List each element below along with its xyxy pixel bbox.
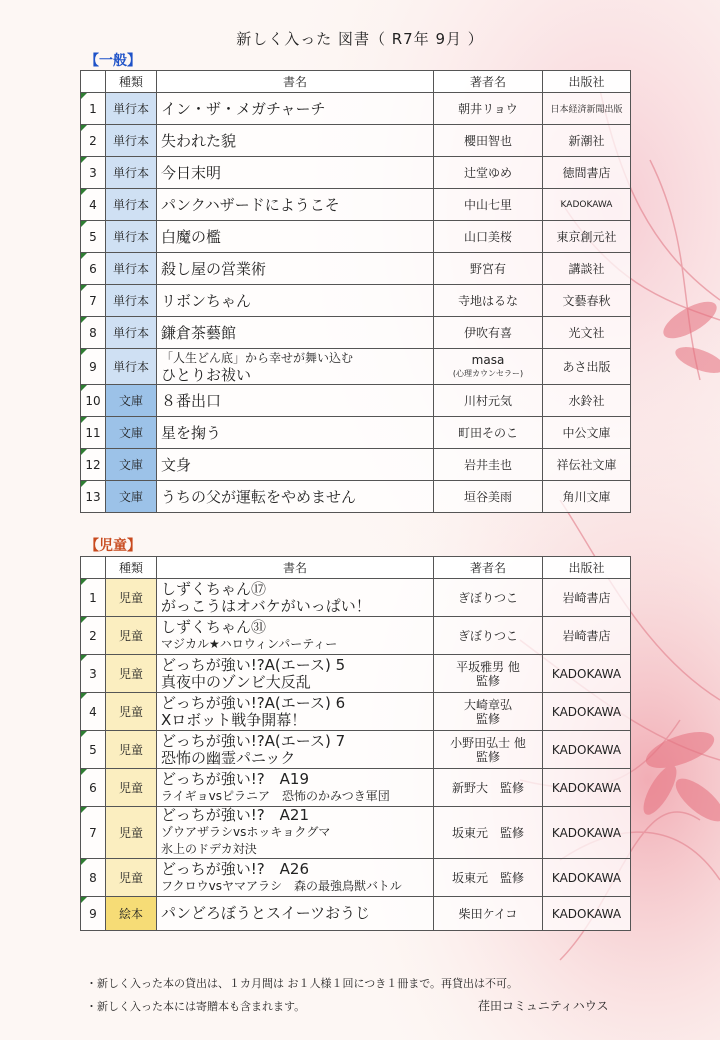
- row-number: 8: [81, 317, 106, 349]
- row-number: 9: [81, 897, 106, 931]
- book-title: [157, 317, 434, 349]
- general-section-label: 【一般】: [85, 53, 141, 69]
- book-title-line1: 「人生どん底」から幸せが舞い込む: [161, 350, 354, 365]
- book-kind: 単行本: [106, 253, 157, 285]
- book-title: [157, 731, 434, 769]
- author-name: [434, 93, 543, 125]
- publisher-name: 新潮社: [543, 125, 631, 157]
- publisher-name: 祥伝社文庫: [543, 449, 631, 481]
- table-row: [81, 93, 631, 125]
- table-row: [81, 655, 631, 693]
- author-name: [434, 617, 543, 655]
- row-number: 4: [81, 189, 106, 221]
- book-kind: 単行本: [106, 93, 157, 125]
- header-publisher: 出版社: [543, 71, 631, 93]
- book-title-line1: リボンちゃん: [161, 292, 252, 310]
- book-kind: 単行本: [106, 189, 157, 221]
- book-title: [157, 417, 434, 449]
- book-title-line2: 真夜中のゾンビ大反乱: [161, 672, 311, 691]
- book-title-line1: どっちが強い!?A(エース) 7: [161, 731, 346, 750]
- book-title: [157, 385, 434, 417]
- row-number: 3: [81, 157, 106, 189]
- table-row: [81, 481, 631, 513]
- author-main: 寺地はるな: [457, 293, 518, 308]
- book-kind: 文庫: [106, 449, 157, 481]
- book-title: [157, 693, 434, 731]
- book-title-line1: 殺し屋の営業術: [161, 260, 267, 278]
- header-book: 書名: [157, 71, 434, 93]
- book-title-line1: 今日末明: [161, 164, 222, 182]
- book-title-line2: ライギョvsピラニア 恐怖のかみつき軍団: [161, 788, 390, 803]
- publisher-name: 岩崎書店: [543, 579, 631, 617]
- header-publisher: 出版社: [543, 557, 631, 579]
- row-number: 2: [81, 617, 106, 655]
- author-name: [434, 655, 543, 693]
- row-number: 5: [81, 731, 106, 769]
- author-main: 中山七里: [463, 197, 512, 212]
- table-row: [81, 897, 631, 931]
- book-title-line1: しずくちゃん⑰: [161, 579, 267, 598]
- book-title: [157, 349, 434, 385]
- author-name: [434, 449, 543, 481]
- children-section-label: 【児童】: [85, 538, 141, 554]
- publisher-name: 講談社: [543, 253, 631, 285]
- row-number: 1: [81, 93, 106, 125]
- publisher-name: あさ出版: [543, 349, 631, 385]
- book-title: [157, 807, 434, 859]
- book-title: [157, 221, 434, 253]
- book-title: [157, 897, 434, 931]
- publisher-name: 角川文庫: [543, 481, 631, 513]
- book-kind: 文庫: [106, 385, 157, 417]
- table-row: [81, 807, 631, 859]
- author-name: [434, 285, 543, 317]
- book-title-line1: 失われた貌: [161, 132, 237, 150]
- publisher-name: KADOKAWA: [543, 693, 631, 731]
- author-role: 監修: [475, 673, 500, 688]
- book-kind: 児童: [106, 859, 157, 897]
- author-main: 山口美桜: [463, 229, 512, 244]
- row-number: 1: [81, 579, 106, 617]
- book-kind: 単行本: [106, 125, 157, 157]
- table-row: [81, 385, 631, 417]
- book-title-line1: ８番出口: [161, 392, 222, 410]
- table-row: [81, 189, 631, 221]
- book-title-line1: しずくちゃん㉛: [161, 617, 267, 636]
- author-main: masa: [471, 352, 505, 367]
- book-kind: 単行本: [106, 317, 157, 349]
- author-role: 監修: [475, 749, 500, 764]
- author-main: 朝井リョウ: [458, 101, 518, 116]
- book-title-line1: 文身: [161, 456, 192, 474]
- header-kind: 種類: [106, 557, 157, 579]
- row-number: 3: [81, 655, 106, 693]
- table-row: [81, 285, 631, 317]
- author-name: [434, 807, 543, 859]
- note-donations: ・新しく入った本には寄贈本も含まれます。: [86, 1000, 306, 1013]
- book-title-line1: どっちが強い!?A(エース) 5: [161, 655, 346, 674]
- book-title: [157, 93, 434, 125]
- book-title: [157, 189, 434, 221]
- publisher-name: KADOKAWA: [543, 655, 631, 693]
- row-number: 7: [81, 285, 106, 317]
- book-title: [157, 769, 434, 807]
- header-author: 著者名: [434, 71, 543, 93]
- author-main: 平坂雅男 他: [456, 659, 520, 674]
- author-main: 柴田ケイコ: [458, 906, 518, 921]
- book-kind: 単行本: [106, 349, 157, 385]
- header-kind: 種類: [106, 71, 157, 93]
- page-title: 新しく入った 図書（ R7年 9月 ）: [236, 30, 484, 48]
- book-title-line2: がっこうはオバケがいっぱい！: [161, 596, 371, 615]
- author-main: 坂東元 監修: [451, 870, 524, 885]
- book-title-line1: パンどろぼうとスイーツおうじ: [161, 904, 371, 922]
- publisher-name: KADOKAWA: [543, 897, 631, 931]
- author-main: 川村元気: [463, 393, 512, 408]
- author-main: ぎぼりつこ: [457, 628, 518, 643]
- book-title: [157, 253, 434, 285]
- book-kind: 児童: [106, 807, 157, 859]
- general-books-table: [80, 70, 631, 513]
- table-row: [81, 859, 631, 897]
- header-book: 書名: [157, 557, 434, 579]
- table-row: [81, 221, 631, 253]
- book-title-line2: ゾウアザラシvsホッキョクグマ: [161, 825, 331, 839]
- book-kind: 絵本: [106, 897, 157, 931]
- publisher-name: KADOKAWA: [543, 859, 631, 897]
- publisher-name: KADOKAWA: [543, 189, 631, 221]
- publisher-name: KADOKAWA: [543, 769, 631, 807]
- table-row: [81, 731, 631, 769]
- book-kind: 文庫: [106, 481, 157, 513]
- book-kind: 児童: [106, 617, 157, 655]
- row-number: 4: [81, 693, 106, 731]
- book-title: [157, 617, 434, 655]
- row-number: 5: [81, 221, 106, 253]
- signature: 荏田コミュニティハウス: [478, 999, 609, 1013]
- table-row: [81, 253, 631, 285]
- row-number: 6: [81, 253, 106, 285]
- table-row: [81, 417, 631, 449]
- table-row: [81, 125, 631, 157]
- book-title-line1: 星を掬う: [161, 424, 222, 442]
- book-title-line1: イン・ザ・メガチャーチ: [161, 100, 326, 118]
- book-kind: 単行本: [106, 285, 157, 317]
- publisher-name: 水鈴社: [543, 385, 631, 417]
- publisher-name: 光文社: [543, 317, 631, 349]
- table-row: [81, 317, 631, 349]
- row-number: 10: [81, 385, 106, 417]
- row-number: 12: [81, 449, 106, 481]
- table-row: [81, 617, 631, 655]
- author-name: [434, 125, 543, 157]
- author-name: [434, 189, 543, 221]
- author-name: [434, 579, 543, 617]
- table-row: [81, 449, 631, 481]
- author-name: [434, 157, 543, 189]
- book-kind: 児童: [106, 579, 157, 617]
- author-name: [434, 253, 543, 285]
- children-books-table: [80, 556, 631, 931]
- header-author: 著者名: [434, 557, 543, 579]
- note-lending-rule: ・新しく入った本の貸出は、１カ月間は お１人様１回につき１冊まで。再貸出は不可。: [86, 977, 519, 990]
- book-title-line2: ひとりお祓い: [161, 365, 252, 384]
- publisher-name: 徳間書店: [543, 157, 631, 189]
- book-title-line1: どっちが強い!? A21: [161, 806, 310, 824]
- author-main: 辻堂ゆめ: [463, 165, 512, 180]
- book-title-line1: どっちが強い!?A(エース) 6: [161, 693, 346, 712]
- publisher-name: 文藝春秋: [543, 285, 631, 317]
- row-number: 9: [81, 349, 106, 385]
- publisher-name: 中公文庫: [543, 417, 631, 449]
- author-name: [434, 417, 543, 449]
- author-name: [434, 731, 543, 769]
- book-title-line2: マジカル★ハロウィンパーティー: [161, 636, 338, 651]
- book-kind: 児童: [106, 769, 157, 807]
- book-title: [157, 125, 434, 157]
- author-name: [434, 221, 543, 253]
- author-main: ぎぼりつこ: [457, 590, 518, 605]
- book-title: [157, 579, 434, 617]
- header-no: [81, 71, 106, 93]
- row-number: 8: [81, 859, 106, 897]
- publisher-name: KADOKAWA: [543, 807, 631, 859]
- book-title-line1: どっちが強い!? A19: [161, 769, 310, 788]
- book-title-line2: Xロボット戦争開幕！: [161, 710, 307, 729]
- publisher-name: 日本経済新聞出版: [543, 93, 631, 125]
- table-header-row: [81, 557, 631, 579]
- book-title: [157, 285, 434, 317]
- book-title-line3: 氷上のドデカ対決: [161, 842, 257, 856]
- book-title: [157, 655, 434, 693]
- book-title-line1: うちの父が運転をやめません: [161, 488, 357, 506]
- author-main: 垣谷美雨: [463, 489, 512, 504]
- row-number: 6: [81, 769, 106, 807]
- author-main: 坂東元 監修: [451, 825, 524, 840]
- author-name: [434, 481, 543, 513]
- book-kind: 児童: [106, 731, 157, 769]
- author-main: 伊吹有喜: [463, 325, 512, 340]
- row-number: 13: [81, 481, 106, 513]
- author-role: (心理カウンセラー): [452, 368, 524, 378]
- book-kind: 文庫: [106, 417, 157, 449]
- book-title-line1: パンクハザードにようこそ: [161, 196, 340, 214]
- book-kind: 児童: [106, 655, 157, 693]
- publisher-name: KADOKAWA: [543, 731, 631, 769]
- author-main: 大崎章弘: [463, 697, 512, 712]
- author-main: 岩井圭也: [463, 457, 512, 472]
- table-row: [81, 693, 631, 731]
- author-name: [434, 859, 543, 897]
- table-row: [81, 157, 631, 189]
- publisher-name: 岩崎書店: [543, 617, 631, 655]
- author-name: [434, 693, 543, 731]
- table-row: [81, 349, 631, 385]
- book-title-line1: 白魔の檻: [161, 228, 222, 246]
- author-main: 小野田弘士 他: [450, 735, 526, 750]
- table-row: [81, 769, 631, 807]
- author-name: [434, 349, 543, 385]
- book-kind: 単行本: [106, 157, 157, 189]
- book-title: [157, 157, 434, 189]
- author-name: [434, 897, 543, 931]
- author-role: 監修: [475, 711, 500, 726]
- row-number: 7: [81, 807, 106, 859]
- book-title-line1: 鎌倉茶藝館: [161, 324, 237, 342]
- author-name: [434, 317, 543, 349]
- publisher-name: 東京創元社: [543, 221, 631, 253]
- table-header-row: [81, 71, 631, 93]
- author-main: 櫻田智也: [463, 133, 512, 148]
- book-title-line2: フクロウvsヤマアラシ 森の最強鳥獣バトル: [161, 878, 402, 893]
- author-name: [434, 385, 543, 417]
- book-kind: 単行本: [106, 221, 157, 253]
- author-main: 町田そのこ: [457, 425, 518, 440]
- author-main: 野宮有: [469, 261, 506, 276]
- row-number: 11: [81, 417, 106, 449]
- book-title-line1: どっちが強い!? A26: [161, 859, 310, 878]
- book-kind: 児童: [106, 693, 157, 731]
- author-name: [434, 769, 543, 807]
- book-title-line2: 恐怖の幽霊パニック: [161, 748, 296, 767]
- book-title: [157, 481, 434, 513]
- header-no: [81, 557, 106, 579]
- author-main: 新野大 監修: [451, 780, 524, 795]
- book-title: [157, 449, 434, 481]
- book-title: [157, 859, 434, 897]
- row-number: 2: [81, 125, 106, 157]
- table-row: [81, 579, 631, 617]
